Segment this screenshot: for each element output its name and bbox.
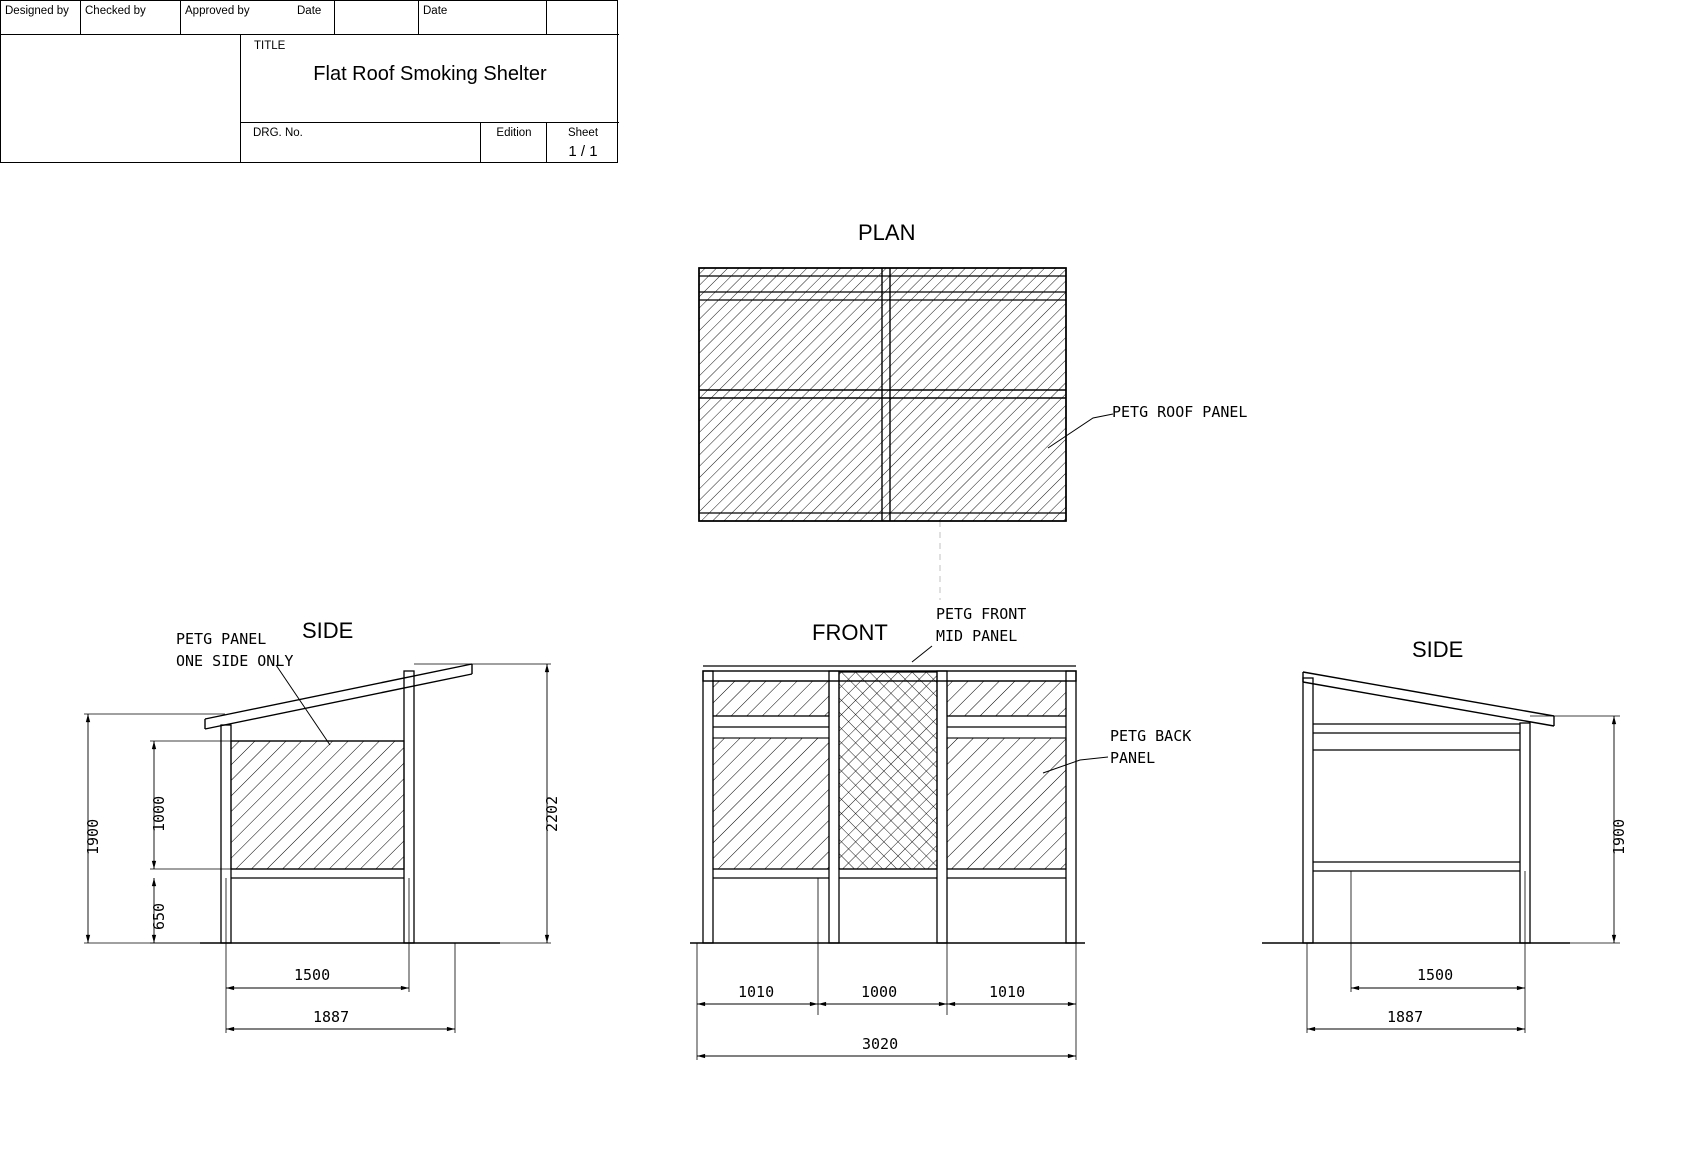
plan-view-title: PLAN (858, 220, 916, 245)
dim-side-left-2202: 2202 (543, 795, 561, 832)
dim-front-1000-mid: 1000 (861, 983, 898, 1001)
front-view (690, 521, 1108, 1060)
drg-no-label: DRG. No. (253, 127, 303, 139)
dim-front-1010-left: 1010 (738, 983, 775, 1001)
dim-front-3020: 3020 (862, 1035, 899, 1053)
approved-by-label: Approved by (185, 5, 250, 17)
designed-by-label: Designed by (5, 5, 69, 17)
title-label: TITLE (254, 40, 286, 52)
date-label-1: Date (297, 5, 322, 17)
date-label-2: Date (423, 5, 448, 17)
dim-side-left-1000: 1000 (150, 795, 168, 832)
front-view-title: FRONT (812, 620, 888, 645)
dim-side-left-1900: 1900 (84, 818, 102, 855)
plan-view (699, 268, 1113, 521)
dim-side-left-1887: 1887 (313, 1008, 350, 1026)
edition-label: Edition (496, 127, 532, 139)
annotation-side-panel-line2: ONE SIDE ONLY (176, 652, 294, 670)
dim-side-left-1500: 1500 (294, 966, 331, 984)
annotation-back-panel-line2: PANEL (1110, 749, 1156, 767)
annotation-side-panel-line1: PETG PANEL (176, 630, 267, 648)
dim-side-right-1887: 1887 (1387, 1008, 1424, 1026)
side-right-view-title: SIDE (1412, 637, 1464, 662)
checked-by-label: Checked by (85, 5, 146, 17)
annotation-front-mid-line1: PETG FRONT (936, 605, 1027, 623)
sheet-value: 1 / 1 (568, 143, 598, 160)
dim-side-right-1500: 1500 (1417, 966, 1454, 984)
sheet-label: Sheet (567, 127, 599, 139)
side-left-view-title: SIDE (302, 618, 354, 643)
annotation-front-mid-line2: MID PANEL (936, 627, 1018, 645)
dim-side-left-650: 650 (150, 902, 168, 930)
dim-side-right-1900: 1900 (1610, 818, 1628, 855)
annotation-back-panel-line1: PETG BACK (1110, 727, 1192, 745)
annotation-roof-panel: PETG ROOF PANEL (1112, 403, 1248, 421)
drawing-title: Flat Roof Smoking Shelter (313, 63, 547, 85)
dim-front-1010-right: 1010 (989, 983, 1026, 1001)
